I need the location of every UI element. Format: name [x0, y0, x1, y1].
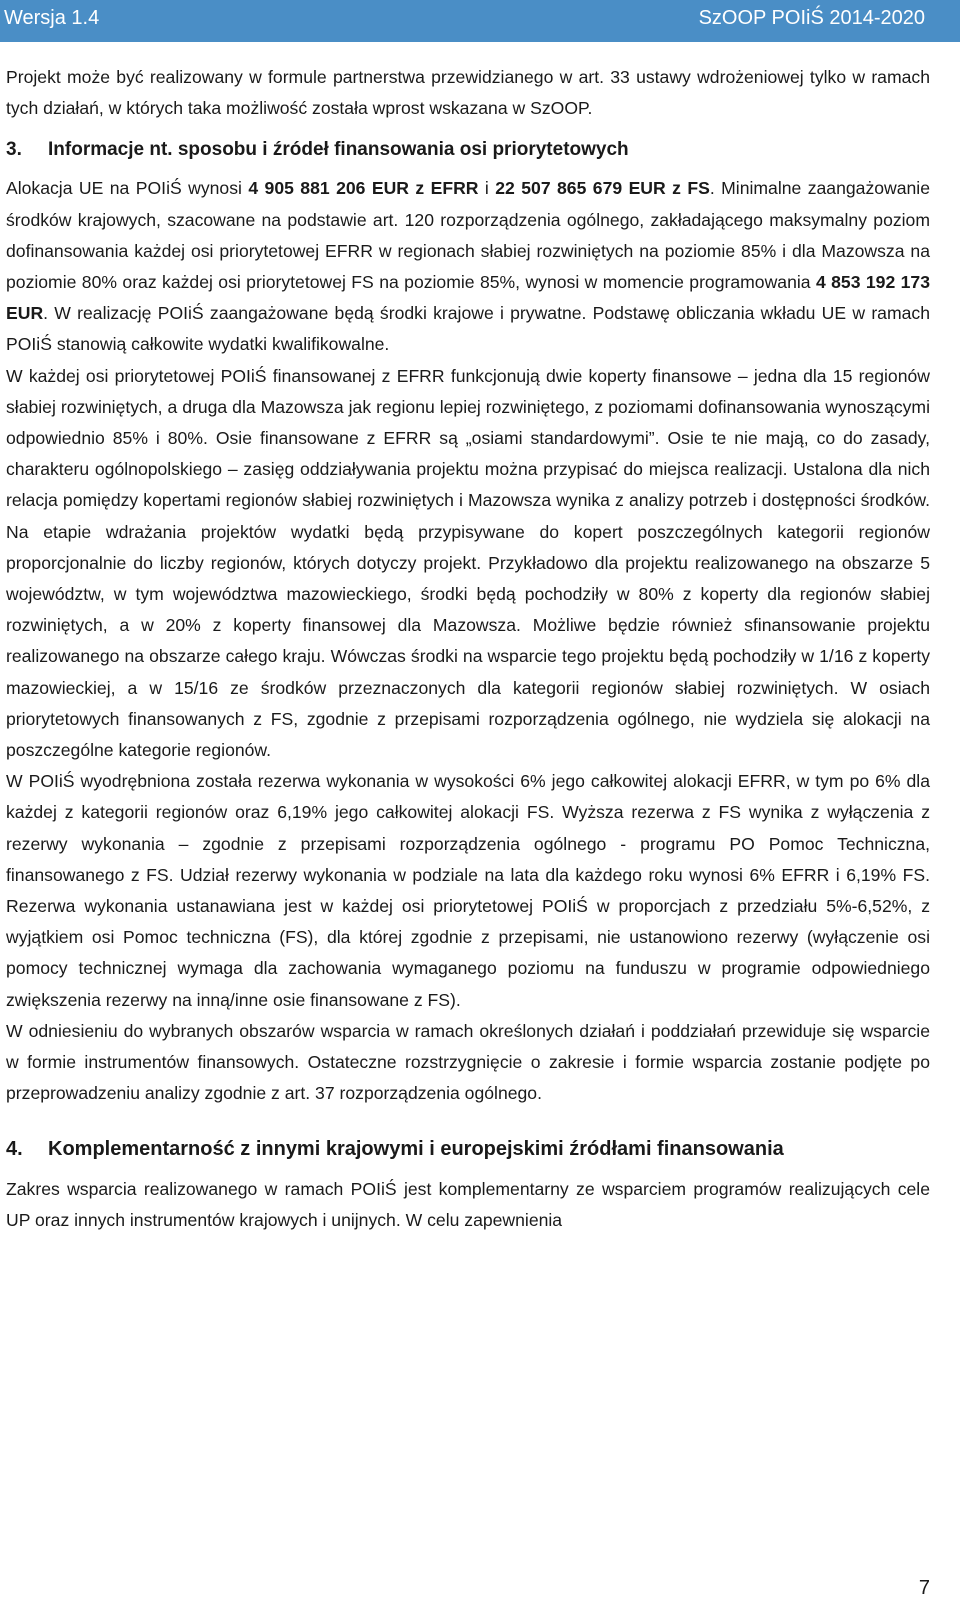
efrr-amount: 4 905 881 206 EUR z EFRR	[248, 178, 479, 199]
page-header	[0, 0, 960, 42]
text-run: . Minimalne zaangażowanie środków krajowych, szacowane na podstawie art. 120 rozporządzenia ogólnego, zakładającego maksymalny poziom dofinansowania każdej osi priorytetowej EFRR w regionach słabiej rozwiniętych na poziomie 85% i dla Mazowsza na poziomie 80% oraz każdej osi priorytetowej FS na poziomie 85%, wynosi w momencie programowania	[6, 178, 930, 293]
section-4-title: Komplementarność z innymi krajowymi i europejskimi źródłami finansowania	[48, 1137, 784, 1160]
national-amount: 4 853 192 173 EUR	[6, 272, 930, 324]
document-body	[6, 62, 930, 1236]
allocation-paragraph	[6, 173, 930, 360]
financial-instruments-paragraph: W odniesieniu do wybranych obszarów wsparcia w ramach określonych działań i poddziałań przewiduje się wsparcie w formie instrumentów finansowych. Ostateczne rozstrzygnięcie o zakresie i formie wsparcia zostanie podjęte po przeprowadzeniu analizy zgodnie z art. 37 rozporządzenia ogólnego.	[6, 1020, 930, 1104]
document-title: SzOOP POIiŚ 2014-2020	[698, 7, 925, 29]
section-4-heading	[6, 1132, 930, 1166]
text-run: i	[478, 178, 496, 199]
section-3-heading	[6, 134, 930, 165]
text-run: Alokacja UE na POIiŚ wynosi	[6, 178, 249, 199]
section-3-number: 3.	[6, 139, 22, 161]
intro-paragraph: Projekt może być realizowany w formule partnerstwa przewidzianego w art. 33 ustawy wdrożeniowej tylko w ramach tych działań, w których taka możliwość została wprost wskazana w SzOOP.	[6, 67, 930, 119]
section-3-title: Informacje nt. sposobu i źródeł finansowania osi priorytetowych	[48, 139, 629, 161]
version-label: Wersja 1.4	[4, 7, 100, 29]
envelopes-paragraph: W każdej osi priorytetowej POIiŚ finansowanej z EFRR funkcjonują dwie koperty finansowe – jedna dla 15 regionów słabiej rozwiniętych, a druga dla Mazowsza jak regionu lepiej rozwiniętego, z poziomami dofinansowania wynoszącymi odpowiednio 85% i 80%. Osie finansowane z EFRR są „osiami standardowymi”. Osie te nie mają, co do zasady, charakteru ogólnopolskiego – zasięg oddziaływania projektu można przypisać do miejsca realizacji. Ustalona dla nich relacja pomiędzy kopertami regionów słabiej rozwiniętych i Mazowsza wynika z analizy potrzeb i dostępności środków. Na etapie wdrażania projektów wydatki będą przypisywane do kopert poszczególnych kategorii regionów proporcjonalnie do liczby regionów, których dotyczy projekt. Przykładowo dla projektu realizowanego na obszarze 5 województw, w tym województwa mazowieckiego, środki będą pochodziły w 80% z koperty dla regionów słabiej rozwiniętych, a w 20% z koperty finansowej dla Mazowsza. Możliwe będzie również sfinansowanie projektu realizowanego na obszarze całego kraju. Wówczas środki na wsparcie tego projektu będą pochodziły w 1/16 z koperty mazowieckiej, a w 15/16 ze środków przeznaczonych dla kategorii regionów słabiej rozwiniętych. W osiach priorytetowych finansowanych z FS, zgodnie z przepisami rozporządzenia ogólnego, nie wydziela się alokacji na poszczególne kategorie regionów.	[6, 365, 930, 761]
complementarity-paragraph: Zakres wsparcia realizowanego w ramach POIiŚ jest komplementarny ze wsparciem programów realizujących cele UP oraz innych instrumentów krajowych i unijnych. W celu zapewnienia	[6, 1178, 930, 1230]
text-run: . W realizację POIiŚ zaangażowane będą środki krajowe i prywatne. Podstawę obliczania wkładu UE w ramach POIiŚ stanowią całkowite wydatki kwalifikowalne.	[6, 303, 930, 355]
reserve-paragraph: W POIiŚ wyodrębniona została rezerwa wykonania w wysokości 6% jego całkowitej alokacji EFRR, w tym po 6% dla każdej z kategorii regionów oraz 6,19% jego całkowitej alokacji FS. Wyższa rezerwa z FS wynika z wyłączenia z rezerwy wykonania – zgodnie z przepisami rozporządzenia ogólnego - programu PO Pomoc Techniczna, finansowanego z FS. Udział rezerwy wykonania w podziale na lata dla każdego roku wynosi 6% EFRR i 6,19% FS. Rezerwa wykonania ustanawiana jest w każdej osi priorytetowej POIiŚ w proporcjach z przedziału 5%-6,52%, z wyjątkiem osi Pomoc techniczna (FS), dla której zgodnie z przepisami, nie ustanowiono rezerwy (wyłączenie osi pomocy technicznej wymaga dla zachowania wymaganego poziomu na funduszu w programie odpowiedniego zwiększenia rezerwy na inną/inne osie finansowane z FS).	[6, 771, 930, 1010]
page-number: 7	[918, 1577, 930, 1599]
section-4-number: 4.	[6, 1137, 23, 1160]
fs-amount: 22 507 865 679 EUR z FS	[495, 178, 710, 199]
